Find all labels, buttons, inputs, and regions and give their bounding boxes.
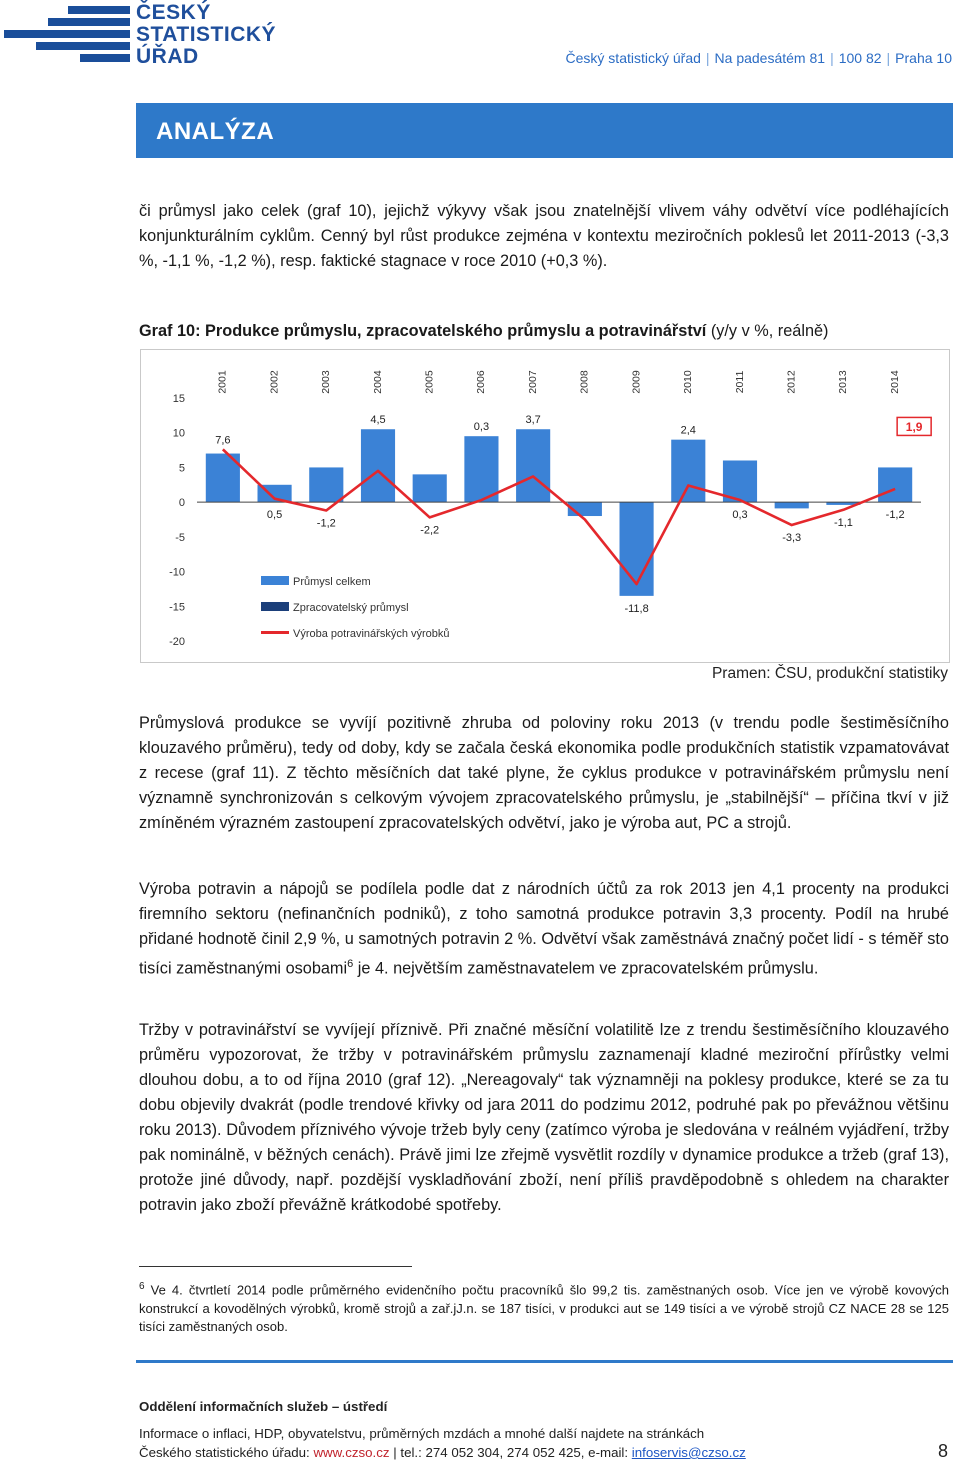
page-number: 8: [937, 1441, 948, 1461]
footnote-divider: [139, 1266, 412, 1267]
y-tick-label: 0: [178, 497, 185, 510]
logo-line: STATISTICKÝ: [136, 23, 277, 46]
chart-source: Pramen: ČSU, produkční statistiky: [711, 665, 948, 682]
footnote-ref[interactable]: 6: [347, 958, 354, 970]
website-link[interactable]: www.czso.cz: [313, 1445, 390, 1460]
footer-department: Oddělení informačních služeb – ústředí: [139, 1399, 388, 1414]
logo-bars: [0, 6, 130, 62]
footer-prefix: Českého statistického úřadu:: [139, 1445, 314, 1460]
legend-label: Zpracovatelský průmysl: [293, 602, 409, 614]
logo-bar: [80, 54, 130, 62]
paragraph-sales: Tržby v potravinářství se vyvíjejí příznivě. Při značné měsíční volatilitě lze z trendu šestiměsíčního klouzavého průměru vypozorovat, že tržby v potravinářském průmyslu zaznamenají kladné meziroční přírůstky velmi dlouhou dobu, a to od října 2010 (graf 12). „Nereagovaly“ tak významněji na poklesy produkce, které se za tu dobu objevily dvakrát (podle trendové křivky od jara 2011 do podzimu 2012, podruhé pak po převážnou většinu roku 2013). Důvodem příznivého vývoje tržeb byly ceny (zatímco výroba je sledována v reálném vyjádření, tržby pak nominálně, v běžných cenách). Právě jimi lze zřejmě vysvětlit rozdíly v dynamice produkce a tržeb (graf 13), protože jiné důvody, např. pozdější vyskladňování zboží, není příliš pravděpodobně s ohledem na charakter potravin jako zboží převážně krátkodobé spotřeby.: [139, 1021, 949, 1214]
chart-frame: [140, 349, 950, 663]
data-label: 0,3: [473, 421, 490, 434]
x-tick-label: 2010: [682, 370, 695, 394]
bar: [464, 436, 498, 502]
bar-line-chart: [141, 350, 949, 662]
x-tick-label: 2013: [837, 370, 850, 394]
email-link[interactable]: infoservis@czso.cz: [631, 1445, 746, 1460]
x-tick-label: 2004: [371, 370, 384, 394]
y-tick-label: 10: [172, 427, 185, 440]
x-tick-label: 2003: [320, 370, 333, 394]
y-tick-label: -20: [169, 636, 185, 648]
section-title: ANALÝZA: [156, 118, 275, 145]
legend-swatch: [261, 602, 289, 611]
bar: [413, 474, 447, 502]
data-label: 3,7: [525, 414, 541, 427]
data-label: 0,5: [266, 509, 283, 522]
footer-divider: [136, 1360, 953, 1363]
x-tick-label: 2008: [578, 370, 591, 394]
data-label: 2,4: [680, 424, 696, 437]
logo-line: ÚŘAD: [136, 45, 199, 68]
logo-bar: [48, 18, 130, 26]
x-tick-label: 2006: [475, 370, 488, 394]
x-tick-label: 2012: [785, 370, 798, 394]
x-tick-label: 2007: [526, 370, 539, 394]
x-tick-label: 2014: [888, 370, 901, 394]
logo-line: ČESKÝ: [136, 1, 211, 24]
paragraph-industry: Průmyslová produkce se vyvíjí pozitivně zhruba od poloviny roku 2013 (v trendu podle šestiměsíčního klouzavého průměru), tedy od doby, kdy se začala česká ekonomika podle produkčních statistik vzpamatovávat z recese (graf 11). Z těchto měsíčních dat také plyne, že cyklus produkce v potravinářském průmyslu není významně synchronizován s celkovým vývojem zpracovatelského průmyslu, je „stabilnější“ – příčina tkví v již zmíněném výrazném zastoupení zpracovatelských odvětví, jako je výroba aut, PC a strojů.: [139, 714, 949, 832]
footer-info: Informace o inflaci, HDP, obyvatelstvu, průměrných mzdách a mnohé další najdete na stránkách: [139, 1426, 705, 1441]
footer-phone: | tel.: 274 052 304, 274 052 425, e-mail:: [389, 1445, 632, 1460]
header-address: Český statistický úřad | Na padesátém 81 | 100 82 | Praha 10: [565, 50, 952, 66]
caption-rest: (y/y v %, reálně): [706, 322, 829, 340]
bar: [361, 429, 395, 502]
footnote-text: Ve 4. čtvrtletí 2014 podle průměrného evidenčního počtu pracovníků šlo 99,2 tis. zaměstnaných osob. Více jen ve výrobě kovových konstrukcí a kovodělných výrobků, kromě strojů a zař.jJ.n. se 187 tisíci, v produkci aut se 149 tisíci a ve výrobě strojů CZ NACE 28 se 125 tisíci zaměstnaných osob.: [139, 1282, 949, 1335]
bar: [775, 502, 809, 508]
data-label: -3,3: [782, 532, 802, 545]
logo-bar: [36, 42, 130, 50]
address-part: Český statistický úřad: [565, 50, 701, 66]
x-tick-label: 2002: [268, 370, 281, 394]
paragraph-food: [139, 877, 949, 981]
logo-text: [136, 2, 276, 68]
y-tick-label: 5: [178, 462, 185, 475]
bar: [309, 467, 343, 502]
chart-caption: [139, 322, 959, 341]
bar: [878, 467, 912, 502]
caption-bold: Graf 10: Produkce průmyslu, zpracovatelského průmyslu a potravinářství: [139, 322, 707, 340]
data-label: -1,2: [885, 509, 905, 522]
logo-bar: [68, 6, 130, 14]
para3-text: Výroba potravin a nápojů se podílela podle dat z národních účtů za rok 2013 jen 4,1 procenty na produkci firemního sektoru (nefinančních podniků), z toho samotná produkce potravin 3,3 procenty. Podíl na hrubé přidané hodnotě činil 2,9 %, u samotných potravin 2 %. Odvětví však zaměstnává značný počet lidí - s téměř sto tisíci zaměstnanými osobami: [139, 880, 949, 978]
x-tick-label: 2005: [423, 370, 436, 394]
logo-bar: [4, 30, 130, 38]
x-tick-label: 2001: [216, 370, 229, 394]
footnote: [139, 1278, 949, 1337]
section-banner: [136, 103, 953, 158]
data-label: -11,8: [624, 602, 649, 615]
data-label: 7,6: [215, 434, 231, 447]
footnote-number: 6: [139, 1281, 145, 1292]
data-label: 0,3: [732, 509, 748, 522]
address-part: Na padesátém 81: [714, 50, 826, 66]
paragraph-intro: či průmysl jako celek (graf 10), jejichž výkyvy však jsou znatelnější vlivem váhy odvětví více podléhajících konjunkturálním cyklům. Cenný byl růst produkce zejména v kontextu meziročních poklesů let 2011-2013 (-3,3 %, -1,1 %, -1,2 %), resp. faktické stagnace v roce 2010 (+0,3 %).: [139, 202, 949, 270]
y-tick-label: 15: [172, 393, 185, 405]
address-part: 100 82: [838, 50, 882, 66]
footer-contact: [139, 1445, 746, 1460]
bar: [516, 429, 550, 502]
data-label: 1,9: [905, 419, 923, 434]
legend-label: Průmysl celkem: [293, 576, 371, 588]
x-tick-label: 2011: [733, 370, 746, 394]
y-tick-label: -5: [175, 531, 185, 544]
data-label: -1,1: [833, 516, 853, 529]
data-label: -1,2: [316, 517, 336, 530]
legend-label: Výroba potravinářských výrobků: [293, 628, 450, 640]
x-tick-label: 2009: [630, 370, 643, 394]
legend-swatch: [261, 576, 289, 585]
y-tick-label: -10: [169, 566, 185, 579]
address-part: Praha 10: [895, 50, 952, 66]
para3-text: je 4. největším zaměstnavatelem ve zpracovatelském průmyslu.: [353, 959, 819, 978]
data-label: -2,2: [420, 524, 440, 537]
y-tick-label: -15: [169, 601, 185, 614]
data-label: 4,5: [370, 414, 386, 427]
bar: [671, 440, 705, 502]
